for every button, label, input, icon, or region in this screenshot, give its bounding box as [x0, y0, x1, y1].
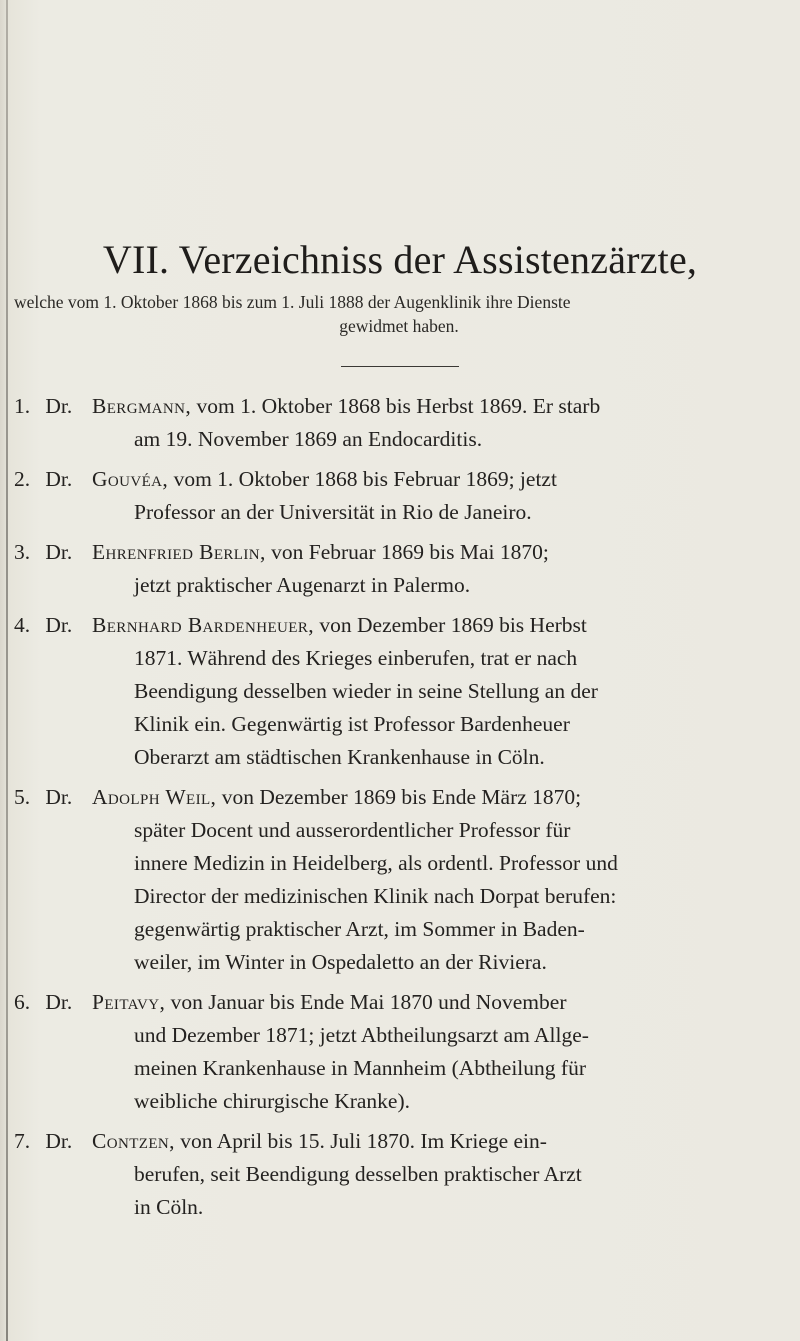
subtitle-line-1: welche vom 1. Oktober 1868 bis zum 1. Juli 1888 der Augenklinik ihre Dienste	[14, 292, 571, 312]
entry-number: 5.	[14, 785, 31, 809]
entry-line: Professor an der Universität in Rio de Janeiro.	[134, 500, 532, 524]
entry-line: und Dezember 1871; jetzt Abtheilungsarzt am Allge-	[134, 1023, 589, 1047]
entry-line: vom 1. Oktober 1868 bis Februar 1869; jetzt	[173, 467, 557, 491]
entry-line: von Dezember 1869 bis Ende März 1870;	[221, 785, 582, 809]
entry-title: Dr.	[45, 1129, 73, 1153]
entry-text	[92, 536, 776, 602]
entry-label	[14, 986, 132, 1019]
entry-name: Gouvéa,	[92, 467, 169, 491]
entry-number: 3.	[14, 540, 31, 564]
entry-number: 4.	[14, 613, 31, 637]
entry-line: Oberarzt am städtischen Krankenhause in Cöln.	[134, 745, 545, 769]
entry-title: Dr.	[45, 540, 73, 564]
page-subtitle	[14, 290, 784, 338]
entry-line: gegenwärtig praktischer Arzt, im Sommer in Baden-	[134, 917, 585, 941]
page-title: VII. Verzeichniss der Assistenzärzte,	[102, 237, 698, 282]
list-item	[0, 986, 800, 1118]
list-item	[0, 463, 800, 529]
entry-label	[14, 781, 132, 814]
entry-number: 7.	[14, 1129, 31, 1153]
entry-line: innere Medizin in Heidelberg, als ordentl. Professor und	[134, 851, 618, 875]
entry-name: Ehrenfried Berlin,	[92, 540, 266, 564]
entry-line: berufen, seit Beendigung desselben praktischer Arzt	[134, 1162, 582, 1186]
entry-label	[14, 1125, 132, 1158]
subtitle-line-2: gewidmet haben.	[339, 316, 459, 336]
entry-number: 6.	[14, 990, 31, 1014]
entry-line: später Docent und ausserordentlicher Professor für	[134, 818, 571, 842]
list-item	[0, 536, 800, 602]
entry-number: 1.	[14, 394, 31, 418]
entry-label	[14, 390, 132, 423]
entry-line: von Dezember 1869 bis Herbst	[319, 613, 587, 637]
entry-line: Beendigung desselben wieder in seine Stellung an der	[134, 679, 598, 703]
entry-label	[14, 463, 132, 496]
entry-label	[14, 536, 132, 569]
entry-title: Dr.	[45, 394, 73, 418]
entry-label	[14, 609, 132, 642]
entry-text	[92, 463, 776, 529]
assistant-list	[0, 390, 800, 1233]
entry-line: in Cöln.	[134, 1195, 204, 1219]
entry-title: Dr.	[45, 613, 73, 637]
entry-text	[92, 609, 776, 774]
entry-text	[92, 781, 776, 979]
entry-text	[92, 986, 776, 1118]
entry-name: Adolph Weil,	[92, 785, 217, 809]
entry-text	[92, 1125, 776, 1224]
entry-line: am 19. November 1869 an Endocarditis.	[134, 427, 483, 451]
entry-number: 2.	[14, 467, 31, 491]
entry-text	[92, 390, 776, 456]
entry-title: Dr.	[45, 785, 73, 809]
entry-title: Dr.	[45, 990, 73, 1014]
entry-line: vom 1. Oktober 1868 bis Herbst 1869. Er starb	[196, 394, 601, 418]
entry-title: Dr.	[45, 467, 73, 491]
list-item	[0, 781, 800, 979]
entry-line: von Februar 1869 bis Mai 1870;	[271, 540, 549, 564]
entry-line: von Januar bis Ende Mai 1870 und November	[170, 990, 567, 1014]
entry-line: Director der medizinischen Klinik nach Dorpat berufen:	[134, 884, 617, 908]
entry-name: Bernhard Bardenheuer,	[92, 613, 314, 637]
divider-rule	[341, 366, 459, 367]
entry-name: Bergmann,	[92, 394, 192, 418]
list-item	[0, 609, 800, 774]
entry-line: von April bis 15. Juli 1870. Im Kriege ein-	[180, 1129, 547, 1153]
entry-line: 1871. Während des Krieges einberufen, trat er nach	[134, 646, 578, 670]
entry-name: Contzen,	[92, 1129, 175, 1153]
list-item	[0, 1125, 800, 1224]
entry-line: weiler, im Winter in Ospedaletto an der Riviera.	[134, 950, 547, 974]
entry-line: jetzt praktischer Augenarzt in Palermo.	[134, 573, 471, 597]
entry-line: Klinik ein. Gegenwärtig ist Professor Bardenheuer	[134, 712, 570, 736]
entry-line: meinen Krankenhause in Mannheim (Abtheilung für	[134, 1056, 586, 1080]
list-item	[0, 390, 800, 456]
entry-line: weibliche chirurgische Kranke).	[134, 1089, 411, 1113]
entry-name: Peitavy,	[92, 990, 166, 1014]
